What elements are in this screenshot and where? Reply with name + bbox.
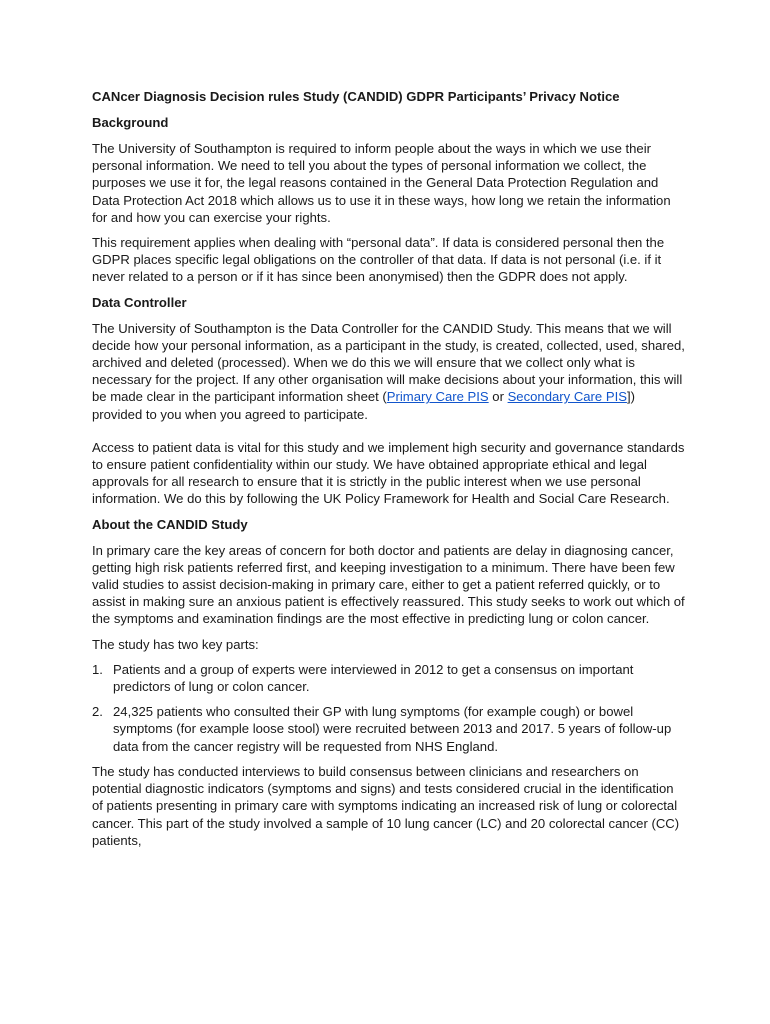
- about-paragraph-1: In primary care the key areas of concern for both doctor and patients are delay in diagnosing cancer, getting high risk patients referred first, and keeping investigation to a minimum. There have been few valid studies to assist decision-making in primary care, either to get a patient referred quickly, or to assist in making sure an anxious patient is effectively reassured. This study seeks to work out which of the symptoms and examination findings are the most effective in predicting lung or colon cancer.: [92, 542, 685, 627]
- data-controller-paragraph-1: [92, 320, 686, 423]
- list-item-number: 1.: [92, 661, 103, 677]
- study-parts-list: [92, 661, 686, 755]
- heading-about-candid: About the CANDID Study: [92, 516, 248, 532]
- list-item-text: 24,325 patients who consulted their GP with lung symptoms (for example cough) or bowel symptoms (for example loose stool) were recruited between 2013 and 2017. 5 years of follow-up data from the cancer registry will be requested from NHS England.: [113, 704, 672, 754]
- list-item-text: Patients and a group of experts were interviewed in 2012 to get a consensus on important predictors of lung or colon cancer.: [113, 661, 634, 695]
- data-controller-text-start: The University of Southampton is the Data Controller for the CANDID Study. This means that we will decide how your personal information, as a participant in the study, is created, collected, used, shared, archived and deleted (processed). When we do this we will ensure that we collect only what is necessary for the project. If any other organisation will make decisions about your information, this will be made clear in the participant information sheet (: [92, 320, 685, 405]
- data-controller-paragraph-2: Access to patient data is vital for this study and we implement high security and governance standards to ensure patient confidentiality within our study. We have obtained appropriate ethical and legal approvals for all research to ensure that it is strictly in the public interest when we use personal information. We do this by following the UK Policy Framework for Health and Social Care Research.: [92, 439, 685, 507]
- document-title: CANcer Diagnosis Decision rules Study (CANDID) GDPR Participants’ Privacy Notice: [92, 89, 620, 104]
- list-item: [92, 661, 686, 695]
- list-item: [92, 703, 686, 755]
- list-item-number: 2.: [92, 704, 103, 720]
- data-controller-text-end: ]) provided to you when you agreed to participate.: [92, 389, 635, 422]
- background-paragraph-1: The University of Southampton is required to inform people about the ways in which we use their personal information. We need to tell you about the types of personal information we collect, the purposes we use it for, the legal reasons contained in the General Data Protection Regulation and Data Protection Act 2018 which allows us to use it in these ways, how long we retain the information for and how you can exercise your rights.: [92, 141, 671, 225]
- secondary-care-pis-link[interactable]: Secondary Care PIS: [507, 389, 627, 405]
- heading-background: Background: [92, 115, 169, 130]
- about-paragraph-2: The study has two key parts:: [92, 636, 259, 652]
- heading-data-controller: Data Controller: [92, 294, 187, 310]
- primary-care-pis-link[interactable]: Primary Care PIS: [386, 389, 489, 405]
- data-controller-text-or: or: [488, 389, 508, 405]
- document-page: [92, 88, 686, 857]
- background-paragraph-2: This requirement applies when dealing with “personal data”. If data is considered personal then the GDPR places specific legal obligations on the controller of that data. If data is not personal (i.e. if it never related to a person or if it has since been anonymised) then the GDPR does not apply.: [92, 235, 665, 285]
- about-paragraph-3: The study has conducted interviews to build consensus between clinicians and researchers on potential diagnostic indicators (symptoms and signs) and tests considered crucial in the identification of patients presenting in primary care with symptoms indicating an increased risk of lung or colorectal cancer. This part of the study involved a sample of 10 lung cancer (LC) and 20 colorectal cancer (CC) patients,: [92, 763, 680, 848]
